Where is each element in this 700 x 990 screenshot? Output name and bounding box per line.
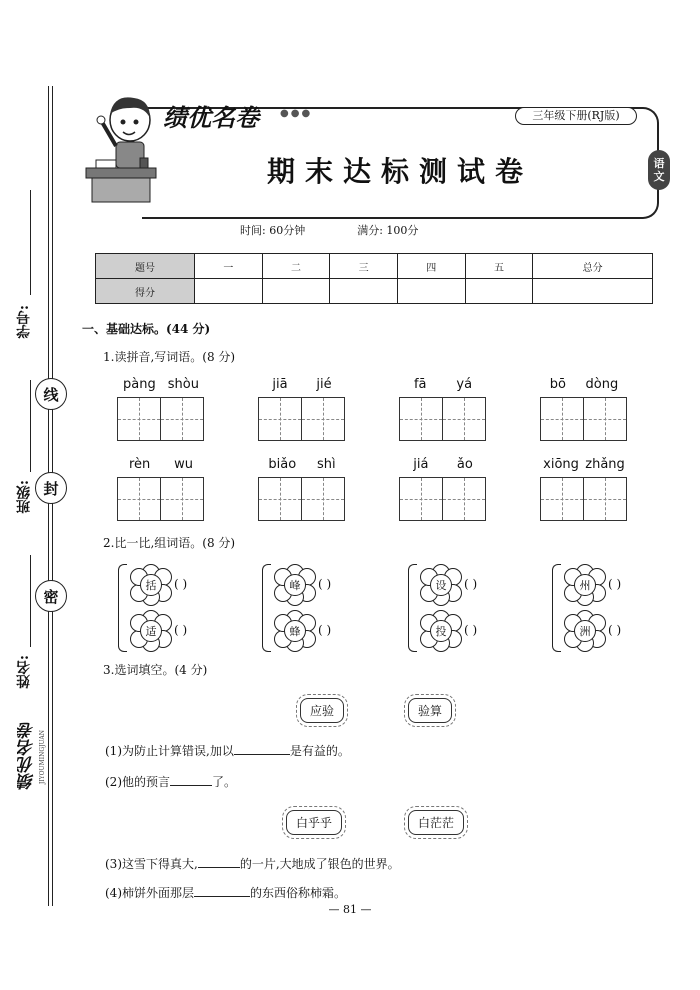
score-table — [95, 253, 653, 304]
q2-title: 2.比一比,组词语。(8 分) — [103, 536, 236, 550]
pinyin-syllable: xiōng — [543, 457, 579, 472]
side-brand-logo — [13, 722, 53, 827]
pinyin-item — [117, 457, 205, 521]
answer-blank[interactable] — [194, 884, 250, 897]
answer-parentheses[interactable]: ( ) — [318, 577, 332, 591]
exam-time: 时间: 60分钟 — [240, 224, 306, 237]
pinyin-syllable: bō — [549, 377, 566, 392]
compare-character: 州 — [574, 574, 596, 596]
score-cell[interactable] — [262, 279, 330, 304]
writing-cell[interactable] — [540, 477, 584, 521]
fill-sentence-2 — [105, 773, 236, 790]
pinyin-item — [540, 457, 628, 521]
word-choice-tag: 白乎乎 — [286, 810, 342, 835]
writing-cell[interactable] — [117, 477, 161, 521]
score-col-2: 二 — [262, 254, 330, 279]
student-no-field[interactable] — [30, 190, 31, 295]
grade-tag: 三年级下册(RJ版) — [515, 107, 637, 125]
name-label: 姓名: — [16, 655, 32, 689]
pinyin-syllable: yá — [456, 377, 473, 392]
page-number: — 81 — — [328, 903, 372, 916]
flower-icon — [564, 610, 604, 650]
writing-cell[interactable] — [399, 397, 443, 441]
flower-icon — [130, 610, 170, 650]
flower-icon — [564, 564, 604, 604]
score-table-score-row — [96, 279, 653, 304]
student-no-label: 学号: — [16, 305, 32, 339]
score-col-5: 五 — [465, 254, 533, 279]
answer-blank[interactable] — [234, 742, 290, 755]
compare-group — [552, 560, 682, 660]
pinyin-syllable: jiā — [272, 377, 288, 392]
writing-cell[interactable] — [117, 397, 161, 441]
score-cell[interactable] — [195, 279, 263, 304]
sentence-text: 的一片,大地成了银色的世界。 — [239, 857, 400, 871]
fill-sentence-1 — [105, 742, 350, 759]
compare-character: 适 — [140, 620, 162, 642]
word-choice-tag: 应验 — [300, 698, 344, 723]
brace — [262, 564, 271, 652]
word-choice-tag: 验算 — [408, 698, 452, 723]
brace — [552, 564, 561, 652]
writing-cell[interactable] — [442, 477, 486, 521]
compare-group — [408, 560, 538, 660]
flower-icon — [274, 610, 314, 650]
writing-cell[interactable] — [160, 397, 204, 441]
q3-title: 3.选词填空。(4 分) — [103, 663, 208, 677]
class-label: 班级: — [16, 480, 32, 514]
word-choice-tag: 白茫茫 — [408, 810, 464, 835]
flower-icon — [420, 610, 460, 650]
writing-cell[interactable] — [583, 397, 627, 441]
brand-logo: 绩优名卷 — [163, 104, 259, 132]
seal-seal: 封 — [35, 472, 67, 504]
score-table-head-label: 题号 — [96, 254, 195, 279]
writing-cell[interactable] — [301, 477, 345, 521]
subject-tab — [648, 150, 670, 190]
pinyin-syllable: rèn — [128, 457, 151, 472]
score-cell[interactable] — [465, 279, 533, 304]
side-brand-text: 绩优名卷 — [18, 722, 38, 790]
sentence-text: 了。 — [212, 775, 237, 789]
answer-parentheses[interactable]: ( ) — [464, 577, 478, 591]
compare-character: 设 — [430, 574, 452, 596]
answer-parentheses[interactable]: ( ) — [464, 623, 478, 637]
pinyin-syllable: biǎo — [268, 457, 297, 472]
seal-line: 线 — [35, 378, 67, 410]
writing-cell[interactable] — [160, 477, 204, 521]
compare-group — [262, 560, 392, 660]
flower-icon — [130, 564, 170, 604]
writing-cell[interactable] — [301, 397, 345, 441]
pinyin-syllable: zhǎng — [585, 457, 625, 472]
pinyin-item — [540, 377, 628, 441]
sentence-text: 的东西俗称柿霜。 — [250, 886, 347, 900]
flower-icon — [420, 564, 460, 604]
score-col-4: 四 — [397, 254, 465, 279]
score-col-1: 一 — [195, 254, 263, 279]
pinyin-syllable: shòu — [167, 377, 199, 392]
sentence-text: (3)这雪下得真大, — [105, 857, 198, 871]
writing-cell[interactable] — [258, 397, 302, 441]
compare-character: 蜂 — [284, 620, 306, 642]
score-cell[interactable] — [397, 279, 465, 304]
answer-parentheses[interactable]: ( ) — [174, 623, 188, 637]
sentence-text: 是有益的。 — [289, 744, 350, 758]
fill-sentence-3 — [105, 855, 400, 872]
answer-parentheses[interactable]: ( ) — [608, 623, 622, 637]
pinyin-syllable: dòng — [585, 377, 619, 392]
q1-title: 1.读拼音,写词语。(8 分) — [103, 350, 236, 364]
pinyin-item — [258, 457, 346, 521]
answer-parentheses[interactable]: ( ) — [174, 577, 188, 591]
pinyin-syllable: jié — [316, 377, 332, 392]
subject-char-1: 语 — [653, 157, 665, 170]
pinyin-item — [399, 457, 487, 521]
subject-char-2: 文 — [653, 170, 665, 183]
pinyin-syllable: pàng — [123, 377, 156, 392]
fill-sentence-4 — [105, 884, 346, 901]
sentence-text: (4)柿饼外面那层 — [105, 886, 194, 900]
score-cell[interactable] — [330, 279, 398, 304]
pinyin-syllable: wu — [174, 457, 194, 472]
writing-cell[interactable] — [583, 477, 627, 521]
brand-dots: ●●● — [280, 108, 313, 119]
compare-character: 括 — [140, 574, 162, 596]
answer-parentheses[interactable]: ( ) — [318, 623, 332, 637]
writing-cell[interactable] — [258, 477, 302, 521]
section-1-title: 一、基础达标。(44 分) — [82, 322, 211, 336]
page-title: 期末达标测试卷 — [266, 155, 533, 188]
writing-cell[interactable] — [442, 397, 486, 441]
class-field[interactable] — [30, 380, 31, 472]
answer-parentheses[interactable]: ( ) — [608, 577, 622, 591]
brace — [408, 564, 417, 652]
pinyin-syllable: ǎo — [456, 457, 473, 472]
score-cell[interactable] — [533, 279, 653, 304]
score-table-header-row — [96, 254, 653, 279]
writing-cell[interactable] — [399, 477, 443, 521]
side-brand-pinyin: JIYOUMINGJUAN — [39, 730, 46, 785]
pinyin-item — [117, 377, 205, 441]
pinyin-syllable: jiá — [413, 457, 429, 472]
compare-character: 投 — [430, 620, 452, 642]
answer-blank[interactable] — [198, 855, 240, 868]
score-table-score-label: 得分 — [96, 279, 195, 304]
score-col-total: 总分 — [533, 254, 653, 279]
compare-character: 峰 — [284, 574, 306, 596]
sentence-text: (2)他的预言 — [105, 775, 170, 789]
writing-cell[interactable] — [540, 397, 584, 441]
pinyin-syllable: fā — [413, 377, 427, 392]
answer-blank[interactable] — [170, 773, 212, 786]
score-col-3: 三 — [330, 254, 398, 279]
compare-group — [118, 560, 248, 660]
flower-icon — [274, 564, 314, 604]
exam-info — [240, 222, 540, 238]
pinyin-item — [258, 377, 346, 441]
name-field[interactable] — [30, 555, 31, 647]
seal-secret: 密 — [35, 580, 67, 612]
exam-full-score: 满分: 100分 — [357, 224, 419, 237]
pinyin-item — [399, 377, 487, 441]
brace — [118, 564, 127, 652]
sentence-text: (1)为防止计算错误,加以 — [105, 744, 234, 758]
compare-character: 洲 — [574, 620, 596, 642]
pinyin-syllable: shì — [316, 457, 336, 472]
